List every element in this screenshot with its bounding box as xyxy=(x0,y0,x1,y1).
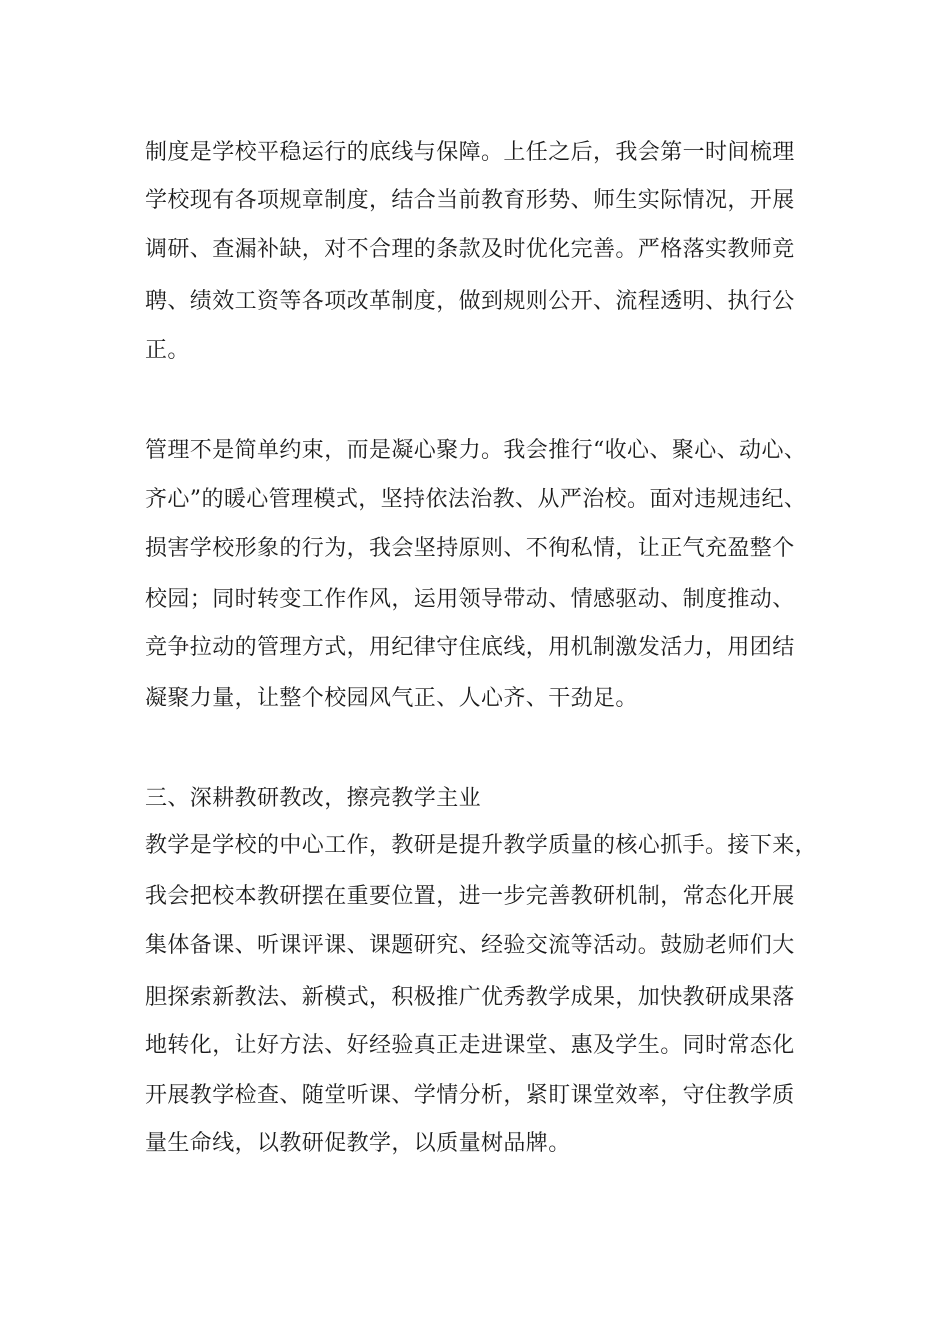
paragraph-2-line-5: 竞争拉动的管理方式，用纪律守住底线，用机制激发活力，用团结 xyxy=(145,635,795,660)
paragraph-3-line-5: 地转化，让好方法、好经验真正走进课堂、惠及学生。同时常态化 xyxy=(145,1033,795,1058)
paragraph-2-line-4: 校园；同时转变工作作风，运用领导带动、情感驱动、制度推动、 xyxy=(145,587,795,612)
paragraph-2-line-6: 凝聚力量，让整个校园风气正、人心齐、干劲足。 xyxy=(145,686,638,711)
paragraph-1-line-5: 正。 xyxy=(145,338,190,363)
paragraph-2-line-2: 齐心”的暖心管理模式，坚持依法治教、从严治校。面对违规违纪、 xyxy=(145,487,807,512)
paragraph-3-line-1: 教学是学校的中心工作，教研是提升教学质量的核心抓手。接下来， xyxy=(145,833,818,858)
paragraph-3-line-7: 量生命线，以教研促教学，以质量树品牌。 xyxy=(145,1131,571,1156)
paragraph-3-line-4: 胆探索新教法、新模式，积极推广优秀教学成果，加快教研成果落 xyxy=(145,985,795,1010)
paragraph-3-line-6: 开展教学检查、随堂听课、学情分析，紧盯课堂效率，守住教学质 xyxy=(145,1083,795,1108)
section-heading: 三、深耕教研教改，擦亮教学主业 xyxy=(145,786,482,811)
paragraph-2-line-1: 管理不是简单约束，而是凝心聚力。我会推行“收心、聚心、动心、 xyxy=(145,438,807,463)
paragraph-1-line-4: 聘、绩效工资等各项改革制度，做到规则公开、流程透明、执行公 xyxy=(145,289,795,314)
paragraph-2-line-3: 损害学校形象的行为，我会坚持原则、不徇私情，让正气充盈整个 xyxy=(145,536,795,561)
paragraph-3-line-3: 集体备课、听课评课、课题研究、经验交流等活动。鼓励老师们大 xyxy=(145,933,795,958)
paragraph-1-line-1: 制度是学校平稳运行的底线与保障。上任之后，我会第一时间梳理 xyxy=(145,140,795,165)
paragraph-3-line-2: 我会把校本教研摆在重要位置，进一步完善教研机制，常态化开展 xyxy=(145,884,795,909)
paragraph-1-line-3: 调研、查漏补缺，对不合理的条款及时优化完善。严格落实教师竞 xyxy=(145,237,795,262)
paragraph-1-line-2: 学校现有各项规章制度，结合当前教育形势、师生实际情况，开展 xyxy=(145,188,795,213)
